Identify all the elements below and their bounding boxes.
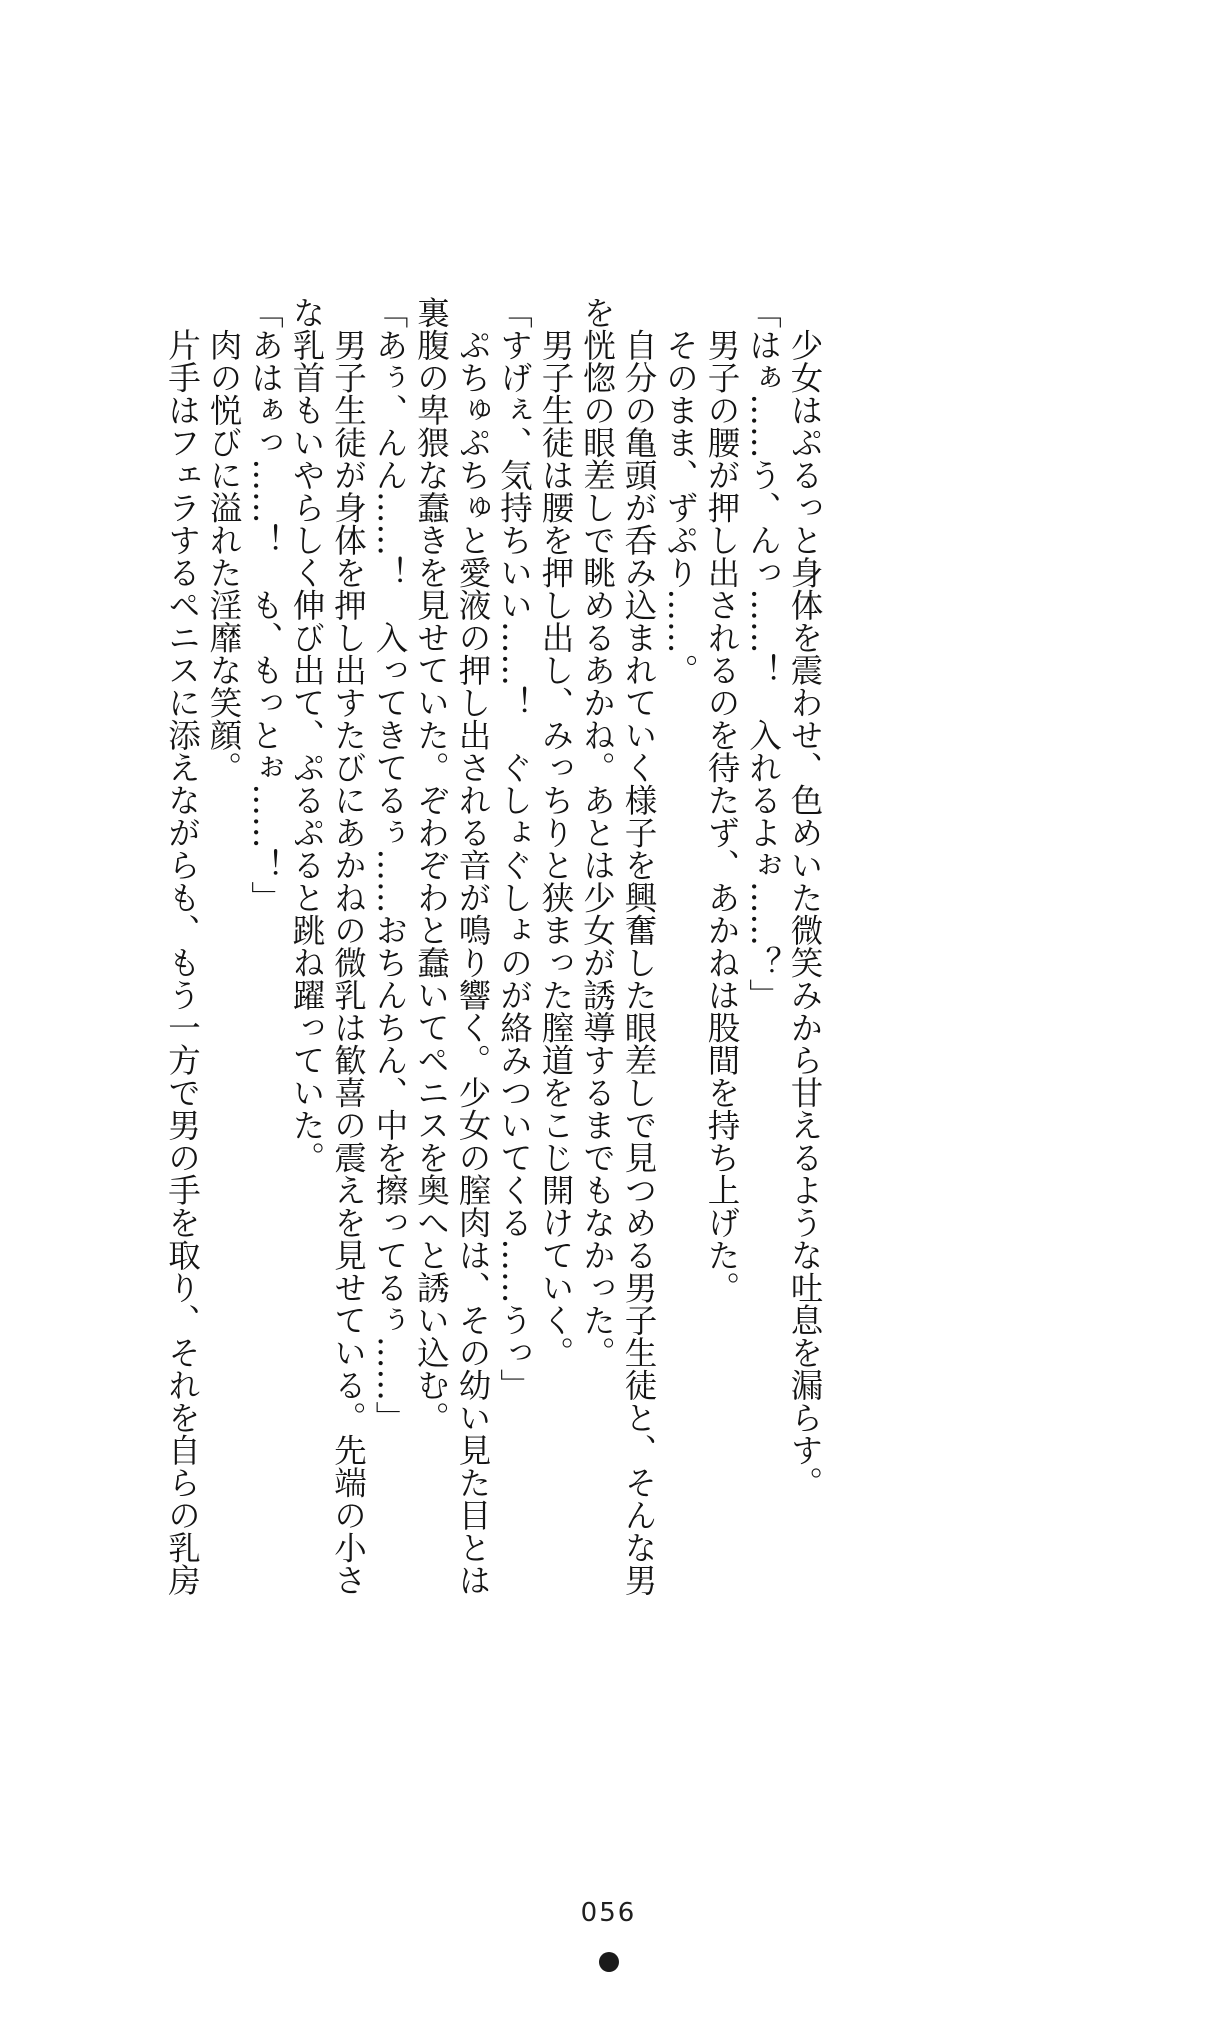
text-line: 片手はフェラするペニスに添えながらも、もう一方で男の手を取り、それを自らの乳房 [163, 296, 202, 1596]
text-line: 「あはぁっ……！ も、もっとぉ……！」 [246, 296, 285, 914]
text-line: 男子生徒は腰を押し出し、みっちりと狭まった膣道をこじ開けていく。 [537, 296, 575, 1369]
text-line: な乳首もいやらしく伸び出て、ぷるぷると跳ね躍っていた。 [288, 296, 326, 1174]
text-line: ぷちゅぷちゅと愛液の押し出される音が鳴り響く。少女の膣肉は、その幼い見た目とは [454, 296, 492, 1596]
text-line: を恍惚の眼差しで眺めるあかね。あとは少女が誘導するまでもなかった。 [578, 296, 617, 1369]
body-text [161, 296, 825, 1656]
text-line: 「すげぇ、気持ちいい……！ ぐしょぐしょのが絡みついてくる……うっ」 [495, 296, 534, 1401]
text-line: 男子の腰が押し出されるのを待たず、あかねは股間を持ち上げた。 [703, 296, 741, 1304]
page-number: 056 [580, 1898, 637, 1928]
text-line: 「あぅ、んん……！ 入ってきてるぅ……おちんちん、中を擦ってるぅ……」 [371, 296, 409, 1434]
text-line: そのまま、ずぷり……。 [661, 296, 700, 686]
text-line: 自分の亀頭が呑み込まれていく様子を興奮した眼差しで見つめる男子生徒と、そんな男 [620, 296, 658, 1596]
page-marker-dot-icon [599, 1952, 619, 1972]
text-line: 「はぁ……う、んっ……！ 入れるよぉ……？」 [744, 296, 783, 1011]
text-line: 少女はぷるっと身体を震わせ、色めいた微笑みから甘えるような吐息を漏らす。 [786, 296, 824, 1499]
text-line: 男子生徒が身体を押し出すたびにあかねの微乳は歓喜の震えを見せている。先端の小さ [329, 296, 368, 1596]
text-line: 裏腹の卑猥な蠢きを見せていた。ぞわぞわと蠢いてペニスを奥へと誘い込む。 [412, 296, 451, 1434]
text-line: 肉の悦びに溢れた淫靡な笑顔。 [205, 296, 243, 784]
